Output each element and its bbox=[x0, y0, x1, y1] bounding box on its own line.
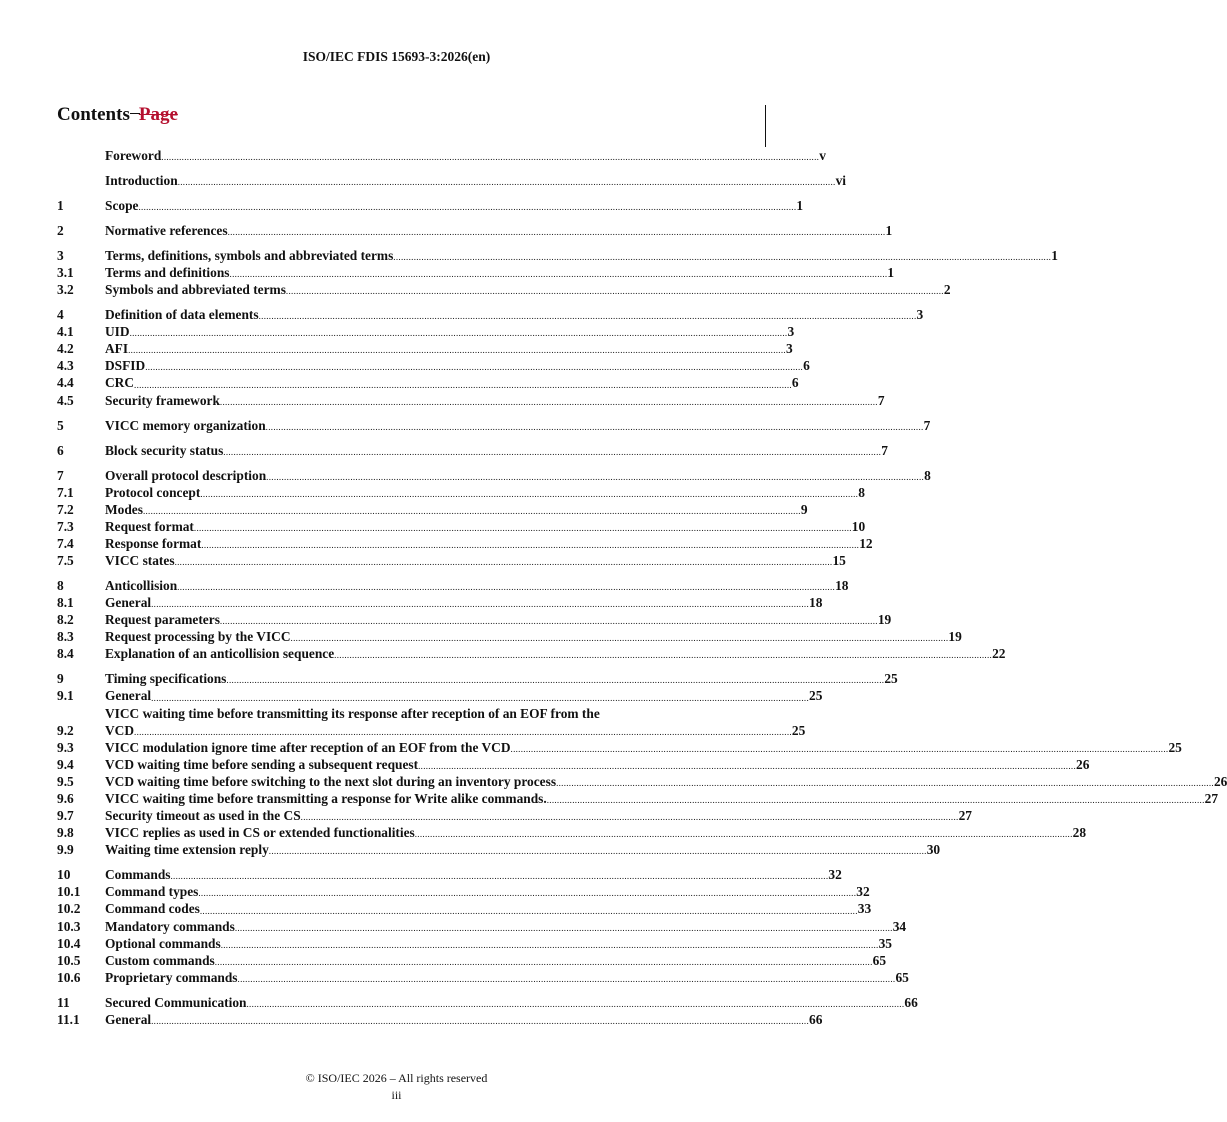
toc-entry-number: 4.5 bbox=[57, 392, 74, 408]
toc-entry-page: 27 bbox=[958, 808, 972, 824]
toc-entry-number: 9.6 bbox=[57, 791, 74, 806]
toc-entry-number: 3 bbox=[57, 247, 64, 263]
toc-entry-page: 10 bbox=[851, 518, 866, 534]
toc-entry[interactable] bbox=[57, 807, 972, 824]
toc-entry-title: CRC bbox=[105, 375, 135, 391]
toc-entry-number: 3.1 bbox=[57, 265, 74, 281]
toc-entry-title: Custom commands bbox=[105, 952, 215, 968]
toc-entry-title: AFI bbox=[105, 341, 129, 357]
toc-entry-number: 11 bbox=[57, 994, 70, 1010]
toc-entry-title: General bbox=[105, 688, 152, 704]
toc-entry-number: 2 bbox=[57, 222, 64, 238]
toc-entry-title: Request format bbox=[105, 518, 194, 534]
toc-entry-page: 19 bbox=[877, 612, 892, 628]
dot-leader bbox=[170, 870, 828, 883]
toc-entry-title: Anticollision bbox=[105, 577, 178, 593]
toc-entry-number: 1 bbox=[57, 197, 64, 213]
toc-entry-title: Request parameters bbox=[105, 612, 220, 628]
toc-entry-number: 4.2 bbox=[57, 341, 74, 357]
toc-entry[interactable] bbox=[57, 611, 892, 628]
toc-entry-title: Optional commands bbox=[105, 935, 221, 951]
toc-entry-page: 25 bbox=[791, 722, 806, 738]
toc-entry-page: 8 bbox=[858, 484, 865, 500]
toc-entry[interactable] bbox=[57, 281, 951, 298]
dot-leader bbox=[226, 674, 884, 687]
dot-leader bbox=[221, 939, 879, 952]
toc-entry-title: Modes bbox=[105, 501, 143, 517]
toc-entry-page: 65 bbox=[872, 952, 887, 968]
toc-entry-number: 9.8 bbox=[57, 825, 74, 841]
toc-entry-page: v bbox=[819, 148, 826, 163]
toc-entry[interactable] bbox=[57, 577, 849, 594]
toc-entry[interactable] bbox=[57, 374, 799, 391]
toc-entry-page: 66 bbox=[809, 1011, 823, 1027]
toc-entry-page: 32 bbox=[856, 884, 870, 900]
dot-leader bbox=[266, 471, 924, 484]
dot-leader bbox=[177, 581, 835, 594]
toc-entry-title: Foreword bbox=[105, 148, 162, 163]
toc-entry-title: Security framework bbox=[105, 392, 220, 408]
toc-entry-number: 8 bbox=[57, 577, 64, 593]
dot-leader bbox=[511, 743, 1169, 756]
toc-entry-title: Waiting time extension reply bbox=[105, 842, 269, 858]
dot-leader bbox=[198, 887, 856, 900]
dot-leader bbox=[178, 176, 836, 189]
toc-entry-number: 4.3 bbox=[57, 358, 74, 374]
toc-entry-page: 32 bbox=[828, 867, 842, 883]
toc-entry[interactable] bbox=[57, 323, 795, 340]
toc-entry-page: 1 bbox=[887, 265, 895, 281]
toc-entry-title: Definition of data elements bbox=[105, 307, 259, 323]
toc-entry[interactable] bbox=[57, 952, 887, 969]
toc-entry-title: Commands bbox=[105, 867, 171, 883]
toc-entry[interactable] bbox=[57, 340, 793, 357]
toc-entry[interactable] bbox=[57, 1011, 823, 1028]
toc-entry-title: Scope bbox=[105, 197, 139, 213]
dot-leader bbox=[556, 777, 1214, 790]
dot-leader bbox=[301, 811, 959, 824]
dot-leader bbox=[230, 268, 888, 281]
dot-leader bbox=[200, 488, 858, 501]
toc-entry[interactable] bbox=[57, 172, 847, 189]
toc-entry-title-continued: VCD bbox=[105, 722, 135, 738]
dot-leader bbox=[128, 344, 786, 357]
toc-entry[interactable] bbox=[57, 392, 885, 409]
toc-entry[interactable] bbox=[57, 900, 872, 917]
toc-entry-number: 8.1 bbox=[57, 595, 74, 611]
toc-entry-page: 66 bbox=[904, 994, 918, 1010]
toc-entry[interactable] bbox=[57, 969, 909, 986]
toc-entry-page: 7 bbox=[881, 442, 888, 458]
toc-entry-title: VICC memory organization bbox=[105, 417, 266, 433]
toc-entry-page: 2 bbox=[943, 282, 951, 298]
dot-leader bbox=[238, 973, 896, 986]
toc-entry[interactable] bbox=[57, 222, 893, 239]
toc-entry-title: DSFID bbox=[105, 358, 146, 374]
toc-entry-page: vi bbox=[835, 172, 847, 188]
dot-leader bbox=[259, 310, 917, 323]
toc-entry-title: Command codes bbox=[105, 901, 200, 917]
dot-leader bbox=[194, 522, 852, 535]
toc-entry-page: 18 bbox=[835, 577, 849, 593]
document-header: ISO/IEC FDIS 15693-3:2026(en) bbox=[302, 49, 491, 64]
dot-leader bbox=[286, 285, 944, 298]
toc-entry-page: 26 bbox=[1076, 756, 1090, 772]
change-bar bbox=[765, 105, 766, 147]
toc-entry[interactable] bbox=[57, 467, 931, 484]
dot-leader bbox=[246, 998, 904, 1011]
dot-leader bbox=[269, 845, 927, 858]
toc-entry[interactable] bbox=[57, 645, 1006, 662]
page-number: iii bbox=[391, 1088, 402, 1102]
toc-entry-number: 10.1 bbox=[57, 884, 81, 900]
toc-entry-page: 34 bbox=[892, 918, 907, 934]
dot-leader bbox=[334, 649, 992, 662]
toc-entry-number: 9 bbox=[57, 671, 64, 687]
toc-entry-page: 22 bbox=[992, 646, 1006, 662]
toc-entry-number: 8.3 bbox=[57, 629, 74, 645]
dot-leader bbox=[200, 905, 858, 918]
toc-entry-number: 9.2 bbox=[57, 722, 74, 738]
dot-leader bbox=[130, 327, 788, 340]
toc-entry-title: VCD waiting time before sending a subsequent request bbox=[105, 756, 419, 772]
dot-leader bbox=[393, 251, 1051, 264]
toc-entry-number: 9.7 bbox=[57, 808, 74, 824]
dot-leader bbox=[220, 396, 878, 409]
toc-entry[interactable] bbox=[57, 705, 806, 739]
toc-entry-title: Normative references bbox=[105, 222, 228, 238]
copyright-footer: © ISO/IEC 2026 – All rights reserved bbox=[305, 1071, 488, 1085]
toc-entry-page: 1 bbox=[1051, 247, 1058, 263]
dot-leader bbox=[547, 794, 1205, 807]
toc-entry-page: 1 bbox=[885, 222, 893, 238]
toc-entry-number: 8.2 bbox=[57, 612, 74, 628]
dot-leader bbox=[143, 505, 801, 518]
toc-entry[interactable] bbox=[57, 442, 888, 459]
toc-entry-page: 25 bbox=[1168, 739, 1182, 755]
toc-entry[interactable] bbox=[57, 628, 962, 645]
toc-entry[interactable] bbox=[57, 552, 846, 569]
toc-entry[interactable] bbox=[57, 790, 1219, 807]
toc-entry-title: VICC modulation ignore time after reception of an EOF from the VCD bbox=[105, 739, 511, 755]
toc-entry-page: 26 bbox=[1213, 773, 1227, 789]
toc-entry-title: General bbox=[105, 1011, 152, 1027]
toc-entry-number: 3.2 bbox=[57, 282, 74, 298]
toc-entry-title: Timing specifications bbox=[105, 671, 227, 687]
toc-entry-title: VCD waiting time before switching to the next slot during an inventory process bbox=[105, 773, 557, 789]
toc-entry[interactable] bbox=[57, 501, 808, 518]
toc-entry-title: Block security status bbox=[105, 442, 224, 458]
toc-entry-page: 3 bbox=[916, 307, 924, 323]
toc-entry[interactable] bbox=[57, 484, 865, 501]
toc-entry-title: Secured Communication bbox=[105, 994, 247, 1010]
toc-entry-page: 8 bbox=[924, 467, 931, 483]
toc-entry-page: 33 bbox=[857, 901, 872, 917]
toc-entry-page: 65 bbox=[895, 969, 909, 985]
toc-entry-number: 4.1 bbox=[57, 324, 74, 340]
toc-entry-page: 25 bbox=[884, 671, 898, 687]
toc-entry-page: 9 bbox=[800, 501, 808, 517]
toc-entry-number: 10.6 bbox=[57, 969, 81, 985]
toc-entry-title: Protocol concept bbox=[105, 484, 201, 500]
toc-entry-title: General bbox=[105, 595, 152, 611]
toc-entry-title: VICC waiting time before transmitting a response for Write alike commands. bbox=[105, 791, 547, 806]
toc-entry-title: Introduction bbox=[105, 172, 178, 188]
toc-entry-page: 3 bbox=[787, 324, 795, 340]
toc-entry-page: 7 bbox=[923, 417, 931, 433]
toc-entry-number: 7.3 bbox=[57, 518, 74, 534]
toc-entry[interactable] bbox=[57, 518, 866, 535]
toc-entry[interactable] bbox=[57, 935, 892, 952]
dot-leader bbox=[145, 361, 803, 374]
dot-leader bbox=[415, 828, 1073, 841]
toc-entry-page: 6 bbox=[791, 375, 799, 391]
toc-entry-title: Mandatory commands bbox=[105, 918, 235, 934]
toc-entry-title: Symbols and abbreviated terms bbox=[105, 282, 286, 298]
toc-entry-number: 9.5 bbox=[57, 773, 74, 789]
dot-leader bbox=[161, 151, 819, 164]
toc-entry-number: 8.4 bbox=[57, 646, 74, 662]
toc-entry[interactable] bbox=[57, 756, 1090, 773]
toc-entry-number: 9.1 bbox=[57, 688, 74, 704]
toc-entry[interactable] bbox=[57, 594, 823, 611]
toc-entry-number: 7.1 bbox=[57, 484, 74, 500]
dot-leader bbox=[220, 615, 878, 628]
toc-entry-title: VICC replies as used in CS or extended functionalities bbox=[105, 825, 415, 841]
dot-leader bbox=[223, 446, 881, 459]
toc-entry[interactable] bbox=[57, 918, 907, 935]
dot-leader bbox=[228, 226, 886, 239]
toc-entry[interactable] bbox=[57, 357, 810, 374]
toc-entry[interactable] bbox=[57, 994, 918, 1011]
toc-entry-title: Proprietary commands bbox=[105, 969, 238, 985]
toc-entry-number: 5 bbox=[57, 417, 64, 433]
toc-entry-number: 11.1 bbox=[57, 1011, 80, 1027]
toc-entry-number: 4.4 bbox=[57, 375, 74, 391]
dot-leader bbox=[418, 760, 1076, 773]
toc-entry[interactable] bbox=[57, 264, 895, 281]
toc-entry-title: VICC waiting time before transmitting its response after reception of an EOF from the bbox=[105, 705, 600, 721]
toc-entry-title: Security timeout as used in the CS bbox=[105, 808, 301, 824]
dot-leader bbox=[134, 379, 792, 392]
toc-entry-page: 15 bbox=[832, 553, 846, 568]
dot-leader bbox=[235, 922, 893, 935]
toc-entry-page: 1 bbox=[796, 197, 804, 213]
toc-entry-page: 6 bbox=[803, 358, 810, 374]
toc-entry-page: 3 bbox=[785, 341, 793, 357]
toc-entry-title: Explanation of an anticollision sequence bbox=[105, 646, 335, 662]
deleted-page-label: Page bbox=[138, 104, 178, 125]
dot-leader bbox=[134, 726, 792, 739]
toc-entry[interactable] bbox=[57, 687, 823, 704]
toc-entry-title: Terms and definitions bbox=[105, 265, 230, 281]
toc-entry[interactable] bbox=[57, 841, 941, 858]
toc-entry-title: UID bbox=[105, 324, 130, 340]
toc-entry-page: 7 bbox=[877, 392, 885, 408]
toc-entry-page: 25 bbox=[809, 688, 823, 704]
toc-entry[interactable] bbox=[57, 883, 870, 900]
toc-entry-number: 9.3 bbox=[57, 739, 74, 755]
toc-entry-title: Overall protocol description bbox=[105, 467, 267, 483]
toc-entry-number: 4 bbox=[57, 307, 64, 323]
dot-leader bbox=[151, 692, 809, 705]
toc-entry-number: 10.5 bbox=[57, 952, 81, 968]
toc-entry-number: 6 bbox=[57, 442, 64, 458]
toc-entry-page: 19 bbox=[948, 629, 962, 645]
dot-leader bbox=[215, 956, 873, 969]
toc-entry-number: 7.5 bbox=[57, 553, 74, 568]
toc-entry[interactable] bbox=[57, 247, 1058, 264]
toc-entry-number: 7 bbox=[57, 467, 64, 483]
toc-entry-number: 10 bbox=[57, 867, 71, 883]
toc-entry[interactable] bbox=[57, 773, 1227, 790]
toc-entry-page: 27 bbox=[1204, 791, 1219, 806]
dot-leader bbox=[175, 556, 833, 569]
toc-entry[interactable] bbox=[57, 417, 931, 434]
toc-entry[interactable] bbox=[57, 535, 873, 552]
toc-entry-page: 30 bbox=[926, 842, 941, 858]
toc-entry-title: VICC states bbox=[105, 553, 175, 568]
dot-leader bbox=[201, 539, 859, 552]
table-of-contents bbox=[57, 147, 1227, 1028]
dot-leader bbox=[266, 421, 924, 434]
dot-leader bbox=[151, 598, 809, 611]
dot-leader bbox=[138, 201, 796, 214]
toc-entry-page: 12 bbox=[859, 535, 873, 551]
toc-entry-title: Request processing by the VICC bbox=[105, 629, 291, 645]
toc-entry-number: 10.3 bbox=[57, 918, 81, 934]
toc-entry-number: 7.2 bbox=[57, 501, 74, 517]
toc-entry-number: 9.9 bbox=[57, 842, 74, 858]
toc-entry-number: 10.2 bbox=[57, 901, 81, 917]
toc-entry-title: Response format bbox=[105, 535, 202, 551]
toc-entry[interactable] bbox=[57, 147, 826, 164]
toc-entry-number: 9.4 bbox=[57, 756, 74, 772]
toc-entry[interactable] bbox=[57, 824, 1087, 841]
dot-leader bbox=[151, 1015, 809, 1028]
toc-entry[interactable] bbox=[57, 306, 924, 323]
contents-heading bbox=[57, 104, 178, 126]
toc-entry-title: Command types bbox=[105, 884, 199, 900]
toc-entry-title: Terms, definitions, symbols and abbreviated terms bbox=[105, 247, 394, 263]
toc-entry-page: 18 bbox=[809, 595, 823, 611]
toc-entry-page: 35 bbox=[878, 935, 892, 951]
contents-title: Contents bbox=[57, 104, 130, 125]
toc-entry[interactable] bbox=[57, 670, 898, 687]
toc-entry[interactable] bbox=[57, 197, 804, 214]
toc-entry-number: 10.4 bbox=[57, 935, 81, 951]
dot-leader bbox=[291, 632, 949, 645]
toc-entry-number: 7.4 bbox=[57, 535, 74, 551]
toc-entry[interactable] bbox=[57, 739, 1182, 756]
toc-entry[interactable] bbox=[57, 866, 842, 883]
toc-entry-page: 28 bbox=[1072, 825, 1087, 841]
